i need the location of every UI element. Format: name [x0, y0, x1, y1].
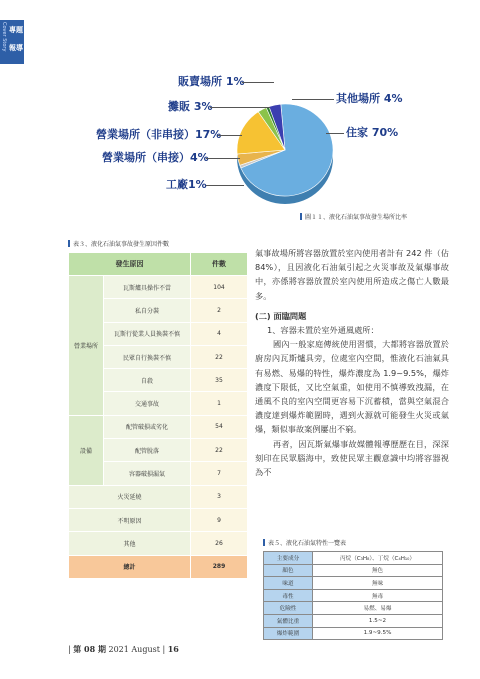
figure-caption: 圖１１、液化石油氣事故發生場所比率	[300, 212, 407, 221]
header-cause: 發生原因	[69, 253, 191, 276]
table-row	[264, 627, 443, 640]
footer-divider: |	[162, 645, 168, 654]
table-row	[264, 614, 443, 627]
page-number: 16	[167, 644, 179, 654]
total-label: 總計	[69, 555, 191, 578]
footer-divider: |	[68, 645, 74, 654]
property-table	[263, 551, 443, 640]
table-row	[264, 589, 443, 602]
group-label: 設備	[69, 415, 104, 485]
leader-line	[326, 133, 344, 134]
cause-table	[68, 252, 248, 579]
table-row	[69, 415, 248, 438]
table3-caption: 表３、液化石油氣事故發生原因件數	[68, 239, 169, 248]
group-label: 營業場所	[69, 276, 104, 416]
cell-desc: 不明原因	[69, 508, 191, 531]
table5-caption: 表５、液化石油氣特性一覽表	[263, 538, 346, 547]
cell-count: 1	[191, 392, 248, 415]
cell-count: 4	[191, 322, 248, 345]
cell-desc: 配管脫落	[104, 439, 191, 462]
cell-desc: 自殺	[104, 369, 191, 392]
cell-value: 易燃、易爆	[313, 602, 443, 615]
pie-label-chain: 營業場所（串接）4%	[102, 151, 209, 164]
pie-label-factory: 工廠1%	[166, 178, 207, 191]
cell-value: 無色	[313, 564, 443, 577]
cell-desc: 瓦斯行從業人員換裝不慎	[104, 322, 191, 345]
cell-value: 無毒	[313, 589, 443, 602]
table-row	[264, 552, 443, 565]
section-title-line1: 專題	[9, 26, 23, 34]
section-title-line2: 報導	[9, 44, 23, 52]
cell-count: 9	[191, 508, 248, 531]
page-footer	[68, 644, 179, 655]
table-row	[69, 485, 248, 508]
paragraph: 國內一般家庭傳統使用習慣，大都將容器放置於廚房內瓦斯爐具旁，位處室內空間，惟液化石油氣具有易燃、易爆的特性，爆炸濃度為 1.9~9.5%，爆炸濃度下限低，又比空氣重，如使用不慎導致洩漏，在通風不良的室內空間更容易下沉蓄積，當與空氣混合濃度達到爆炸範圍時，遇到火源就可能發生火災或氣爆，類似事故案例屢出不窮。	[255, 339, 449, 435]
cell-count: 22	[191, 345, 248, 368]
issue-date: 2021 August	[108, 645, 160, 654]
table-row	[264, 564, 443, 577]
cell-count: 104	[191, 276, 248, 299]
cell-desc: 配管破損或劣化	[104, 415, 191, 438]
section-heading: (二) 面臨問題	[255, 310, 307, 321]
cell-key: 爆炸範圍	[264, 627, 313, 640]
cell-value: 1.9~9.5%	[313, 627, 443, 640]
paragraph: 氣事故場所將容器放置於室內使用者計有 242 件（佔 84%），且因液化石油氣引起之火災事故及氣爆事故中，亦係將容器放置於室內使用所造成之傷亡人數最多。	[255, 248, 449, 301]
table-row	[69, 276, 248, 299]
header-count: 件數	[191, 253, 248, 276]
pie-label-other: 其他場所 4%	[336, 92, 403, 105]
issue-number: 第 08 期	[73, 644, 106, 654]
section-small-label: Cover Story	[1, 22, 7, 52]
table-row	[69, 508, 248, 531]
subsection-heading: 1、容器未置於室外通風處所：	[267, 325, 379, 336]
cell-key: 顏色	[264, 564, 313, 577]
cell-count: 54	[191, 415, 248, 438]
cell-desc: 火災延燒	[69, 485, 191, 508]
paragraph: 再者，因瓦斯氣爆事故媒體報導歷歷在目，深深刻印在民眾腦海中，致使民眾主觀意識中均將容器視為不	[255, 438, 449, 478]
table-row	[69, 532, 248, 555]
cell-count: 3	[191, 485, 248, 508]
cell-desc: 私自分裝	[104, 299, 191, 322]
cell-key: 毒性	[264, 589, 313, 602]
leader-line	[206, 158, 240, 159]
cell-value: 無味	[313, 577, 443, 590]
leader-line	[210, 107, 270, 108]
cell-desc: 容器破損漏氣	[104, 462, 191, 485]
cell-count: 26	[191, 532, 248, 555]
cell-key: 危險性	[264, 602, 313, 615]
cell-count: 35	[191, 369, 248, 392]
cell-key: 氣體比重	[264, 614, 313, 627]
pie-label-home: 住家 70%	[346, 126, 399, 139]
article-body	[255, 246, 449, 479]
leader-line	[206, 185, 244, 186]
cell-value: 1.5~2	[313, 614, 443, 627]
cell-count: 7	[191, 462, 248, 485]
pie-label-stall: 攤販 3%	[168, 100, 213, 113]
leader-line	[292, 99, 334, 100]
cell-desc: 民眾自行換裝不慎	[104, 345, 191, 368]
pie-chart	[0, 0, 480, 230]
pie-label-sales: 販賣場所 1%	[178, 75, 245, 88]
leader-line	[242, 82, 274, 83]
cell-desc: 交通事故	[104, 392, 191, 415]
pie-label-nonchain: 營業場所（非串接）17%	[96, 128, 222, 141]
leader-line	[218, 135, 242, 136]
cell-desc: 其他	[69, 532, 191, 555]
total-row	[69, 555, 248, 578]
cell-key: 主要成分	[264, 552, 313, 565]
cell-count: 2	[191, 299, 248, 322]
total-count: 289	[191, 555, 248, 578]
table-row	[264, 577, 443, 590]
cell-value: 丙烷（C₃H₈）、丁烷（C₄H₁₀）	[313, 552, 443, 565]
cell-desc: 瓦斯爐具操作不當	[104, 276, 191, 299]
table-row	[264, 602, 443, 615]
cell-count: 22	[191, 439, 248, 462]
cell-key: 味道	[264, 577, 313, 590]
